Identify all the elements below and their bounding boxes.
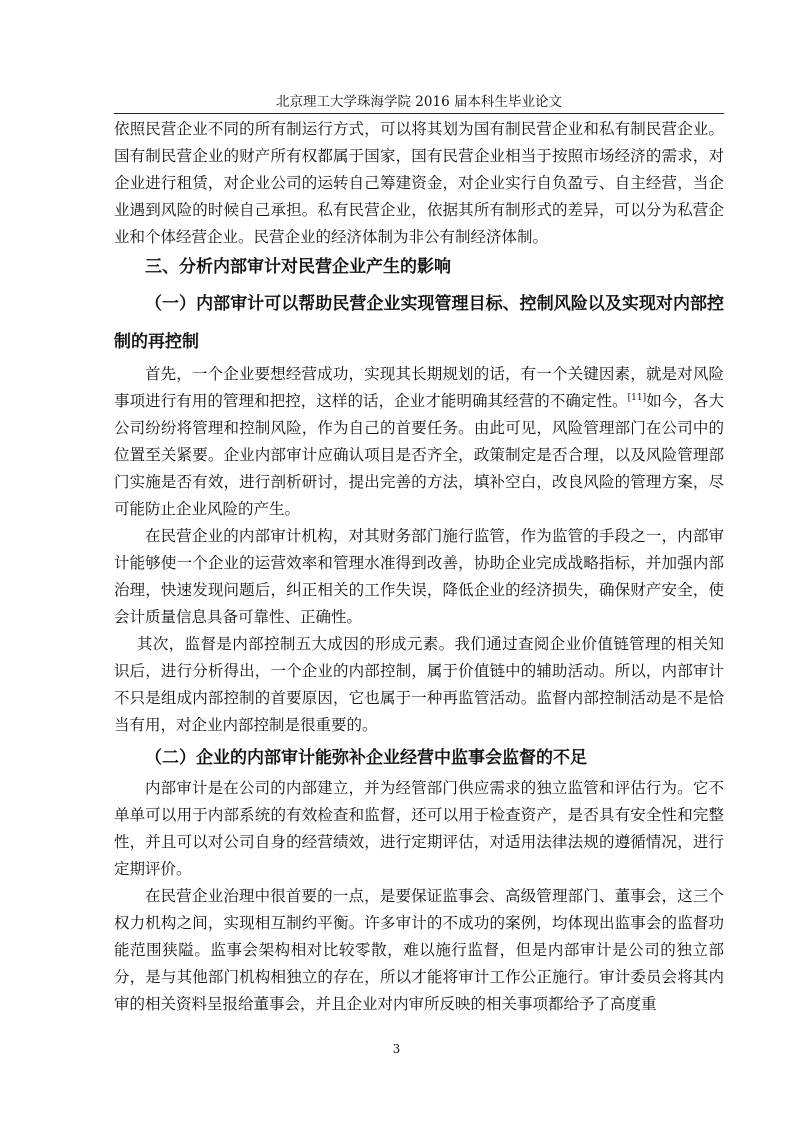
paragraph-text: 如今，各大公司纷纷将管理和控制风险，作为自己的首要任务。由此可见，风险管理部门在公司中的位置至关紧要。企业内部审计应确认项目是否齐全，政策制定是否合理，以及风险管理部门实施是否有效，进行剖析研讨，提出完善的方法，填补空白，改良风险的管理方案，尽可能防止企业风险的产生。 bbox=[114, 392, 724, 518]
section-heading: 三、分析内部审计对民营企业产生的影响 bbox=[145, 257, 451, 277]
paragraph-audit-definition: 内部审计是在公司的内部建立，并为经管部门供应需求的独立监管和评估行为。它不单单可以用于内部系统的有效检查和监督，还可以用于检查资产，是否具有安全性和完整性，并且可以对公司自身的经营绩效，进行定期评估，对适用法律法规的遵循情况，进行定期评价。 bbox=[114, 779, 724, 878]
paragraph-text: 首先，一个企业要想经营成功，实现其长期规划的话，有一个关键因素，就是对风险事项进行有用的管理和把控，这样的话，企业才能明确其经营的不确定性。 bbox=[114, 365, 724, 410]
subsection-heading-2: （二）企业的内部审计能弥补企业经营中监事会监督的不足 bbox=[145, 748, 587, 768]
paragraph-risk-management bbox=[114, 361, 724, 523]
paragraph-internal-audit-agency: 在民营企业的内部审计机构，对其财务部门施行监管，作为监管的手段之一，内部审计能够使一个企业的运营效率和管理水准得到改善，协助企业完成战略指标，并加强内部治理，快速发现问题后，纠正相关的工作失误，降低企业的经济损失，确保财产安全，使会计质量信息具备可靠性、正确性。 bbox=[114, 527, 724, 626]
running-header: 北京理工大学珠海学院 2016 届本科生毕业论文 bbox=[276, 94, 562, 110]
paragraph-supervision: 其次，监督是内部控制五大成因的形成元素。我们通过查阅企业价值链管理的相关知识后，进行分析得出，一个企业的内部控制，属于价值链中的辅助活动。所以，内部审计不只是组成内部控制的首要原因，它也属于一种再监管活动。监督内部控制活动是不是恰当有用，对企业内部控制是很重要的。 bbox=[114, 635, 724, 734]
page-number: 3 bbox=[392, 1042, 401, 1056]
citation-marker: [11] bbox=[627, 392, 647, 403]
paragraph-governance: 在民营企业治理中很首要的一点，是要保证监事会、高级管理部门、董事会，这三个权力机构之间，实现相互制约平衡。许多审计的不成功的案例，均体现出监事会的监督功能范围狭隘。监事会架构相对比较零散，难以施行监督，但是内部审计是公司的独立部分，是与其他部门机构相独立的存在，所以才能将审计工作公正施行。审计委员会将其内审的相关资料呈报给董事会，并且企业对内审所反映的相关事项都给予了高度重 bbox=[114, 887, 724, 1013]
subsection-heading-1: （一）内部审计可以帮助民营企业实现管理目标、控制风险以及实现对内部控制的再控制 bbox=[114, 294, 724, 352]
page-body bbox=[114, 116, 724, 1018]
header-rule bbox=[114, 113, 724, 114]
continuation-paragraph: 依照民营企业不同的所有制运行方式，可以将其划为国有制民营企业和私有制民营企业。国有制民营企业的财产所有权都属于国家，国有民营企业相当于按照市场经济的需求，对企业进行租赁，对企业公司的运转自己筹建资金，对企业实行自负盈亏、自主经营，当企业遇到风险的时候自己承担。私有民营企业，依据其所有制形式的差异，可以分为私营企业和个体经营企业。民营企业的经济体制为非公有制经济体制。 bbox=[114, 120, 724, 246]
